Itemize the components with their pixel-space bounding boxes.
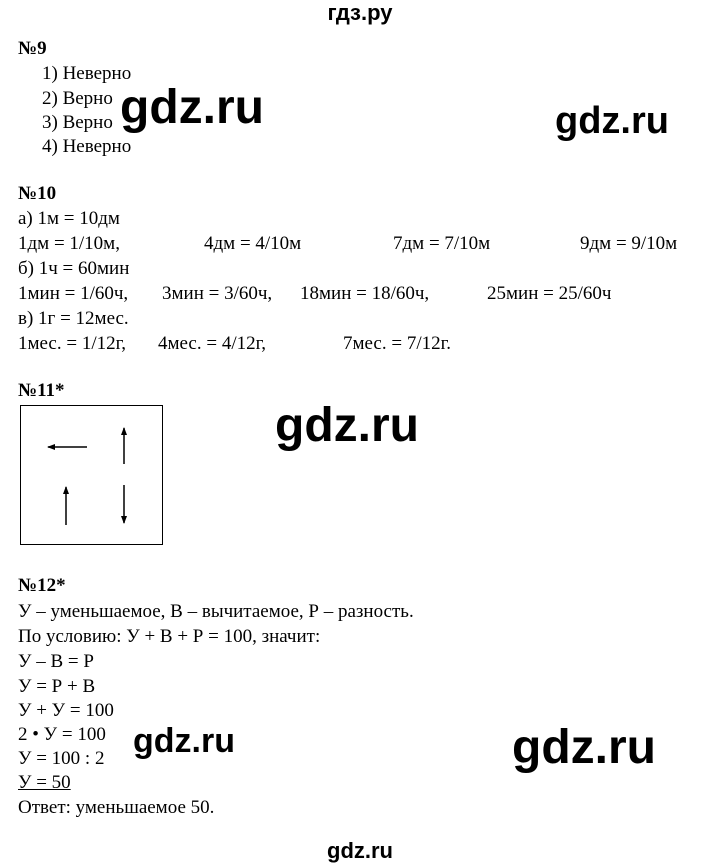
task10-b-cell-3: 18мин = 18/60ч, [300,283,430,304]
task9-item-4: 4) Неверно [42,136,132,157]
task10-heading: №10 [18,183,57,204]
site-footer-watermark: gdz.ru [327,838,393,863]
site-header-title: гдз.ру [327,0,393,25]
task10-b-cell-4: 25мин = 25/60ч [487,283,612,304]
task10-a-cell-4: 9дм = 9/10м [580,233,678,254]
task12-line-8: У = 50 [18,772,71,793]
task11-heading: №11* [18,380,65,401]
task10-a-head: а) 1м = 10дм [18,208,120,229]
task12-heading: №12* [18,575,66,596]
task10-c-cell-1: 1мес. = 1/12г, [18,333,127,354]
task10-b-cell-2: 3мин = 3/60ч, [162,283,273,304]
task9-item-3: 3) Верно [42,112,113,133]
watermark-5: gdz.ru [512,721,656,774]
watermark-3: gdz.ru [275,399,419,452]
task10-a-cell-3: 7дм = 7/10м [393,233,491,254]
task12-answer: Ответ: уменьшаемое 50. [18,797,215,818]
task10-b-cell-1: 1мин = 1/60ч, [18,283,129,304]
watermark-2: gdz.ru [555,100,669,142]
arrow-grid-drawing [21,406,161,543]
task12-line-5: У + У = 100 [18,700,114,721]
watermark-1: gdz.ru [120,81,264,134]
watermark-4: gdz.ru [133,722,235,760]
task12-line-3: У – В = Р [18,651,94,672]
task10-c-cell-2: 4мес. = 4/12г, [158,333,267,354]
task12-line-6: 2 • У = 100 [18,724,106,745]
task10-c-head: в) 1г = 12мес. [18,308,129,329]
arrow-grid-box [20,405,163,545]
task10-a-cell-2: 4дм = 4/10м [204,233,302,254]
task12-line-7: У = 100 : 2 [18,748,105,769]
task9-item-1: 1) Неверно [42,63,132,84]
task10-a-cell-1: 1дм = 1/10м, [18,233,120,254]
task9-heading: №9 [18,38,47,59]
task12-line-1: У – уменьшаемое, В – вычитаемое, Р – разность. [18,601,414,622]
task12-line-2: По условию: У + В + Р = 100, значит: [18,626,321,647]
task9-item-2: 2) Верно [42,88,113,109]
task10-c-cell-3: 7мес. = 7/12г. [343,333,452,354]
task10-b-head: б) 1ч = 60мин [18,258,130,279]
task12-line-4: У = Р + В [18,676,96,697]
